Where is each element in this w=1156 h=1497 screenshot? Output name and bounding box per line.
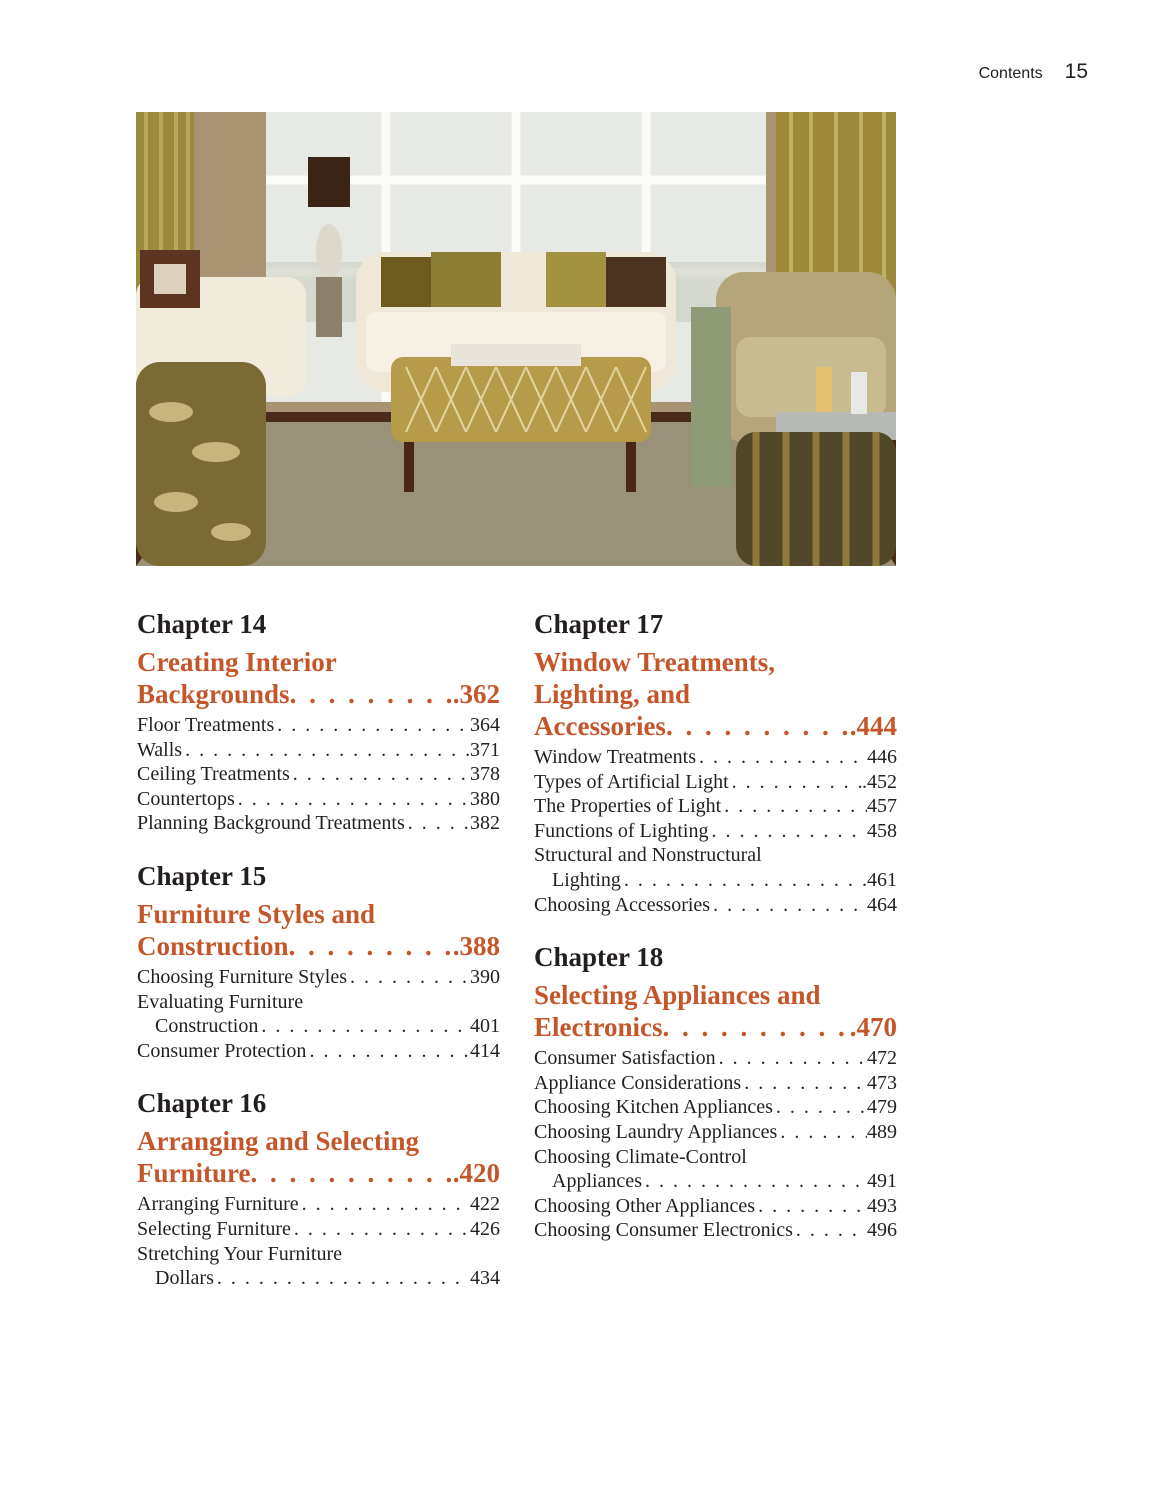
leader-dots [214, 1266, 470, 1291]
entry-text: The Properties of Light [534, 795, 722, 818]
entry-page: 446 [867, 746, 897, 768]
toc-entry[interactable] [137, 811, 500, 836]
leader-dots [708, 819, 867, 844]
chapter-title-text: Backgrounds [137, 679, 290, 709]
chapter-label: Chapter 18 [534, 942, 664, 973]
entry-text: Window Treatments [534, 746, 696, 768]
section-list [137, 713, 500, 836]
toc-right-column [534, 606, 897, 1265]
leader-dots [306, 1039, 470, 1064]
entry-page: 380 [470, 787, 500, 810]
chapter-title-line [137, 678, 500, 710]
section-list [137, 1192, 500, 1290]
toc-left-column [137, 606, 500, 1313]
chapter-14 [137, 606, 500, 836]
entry-text: Floor Treatments [137, 714, 275, 736]
chapter-title-line [137, 1157, 500, 1189]
toc-entry[interactable] [137, 738, 500, 763]
chapter-title[interactable] [137, 898, 500, 962]
running-head-label: Contents [978, 65, 1043, 82]
chapter-title-line [534, 1011, 897, 1043]
leader-dots [291, 1217, 470, 1242]
leader-dots [755, 1194, 867, 1219]
chapter-16 [137, 1085, 500, 1290]
chapter-title-line: Creating Interior [137, 647, 337, 677]
chapter-page: .470 [849, 1012, 897, 1043]
toc-entry[interactable] [534, 1120, 897, 1145]
entry-text: Construction [155, 1015, 259, 1038]
entry-text: Appliance Considerations [534, 1071, 742, 1094]
entry-text: Choosing Climate-Control [534, 1145, 747, 1168]
chapter-label: Chapter 17 [534, 609, 664, 639]
toc-entry[interactable] [534, 1145, 897, 1170]
chapter-page: .388 [452, 930, 500, 961]
leader-dots [251, 1157, 453, 1189]
leader-dots [274, 713, 470, 738]
leader-dots [258, 1014, 470, 1039]
toc-entry[interactable] [137, 1039, 500, 1064]
chapter-title-line [534, 710, 897, 742]
entry-text: Choosing Kitchen Appliances [534, 1096, 773, 1119]
entry-text: Arranging Furniture [137, 1193, 299, 1216]
entry-text: Choosing Consumer Electronics [534, 1219, 793, 1242]
chapter-label: Chapter 15 [137, 860, 267, 891]
toc-entry[interactable] [534, 1218, 897, 1243]
toc-entry[interactable] [534, 893, 897, 918]
toc-entry[interactable] [137, 965, 500, 990]
toc-entry[interactable] [534, 1194, 897, 1219]
chapter-title-line: Arranging and Selecting [137, 1126, 420, 1157]
leader-dots [741, 1071, 867, 1096]
entry-text: Lighting [552, 868, 621, 891]
toc-entry[interactable] [137, 787, 500, 812]
chapter-title-text: Accessories [534, 711, 666, 741]
chapter-title[interactable] [137, 646, 500, 710]
chapter-title[interactable] [534, 646, 897, 742]
toc-entry[interactable] [534, 1095, 897, 1120]
entry-page: 390 [470, 965, 500, 988]
entry-page: 364 [470, 714, 500, 736]
entry-page: .461 [862, 868, 897, 891]
toc-entry[interactable] [534, 794, 897, 819]
entry-text: Functions of Lighting [534, 819, 709, 842]
section-list [534, 1046, 897, 1243]
toc-entry[interactable] [137, 990, 500, 1015]
entry-text: Selecting Furniture [137, 1217, 291, 1240]
entry-text: Choosing Other Appliances [534, 1194, 756, 1217]
section-list [137, 965, 500, 1063]
toc-entry[interactable] [534, 1169, 897, 1194]
entry-page: 457 [867, 795, 897, 818]
chapter-title-text: Furniture [137, 1158, 251, 1189]
chapter-title-line: Furniture Styles and [137, 898, 376, 929]
entry-page: 458 [867, 819, 897, 842]
entry-text: Countertops [137, 787, 235, 810]
leader-dots [289, 930, 453, 962]
chapter-title[interactable] [534, 979, 897, 1043]
page-number: 15 [1064, 60, 1088, 83]
toc-entry[interactable] [137, 713, 500, 738]
chapter-18 [534, 939, 897, 1243]
toc-entry[interactable] [534, 868, 897, 893]
toc-entry[interactable] [534, 819, 897, 844]
chapter-15 [137, 858, 500, 1063]
leader-dots [729, 770, 862, 795]
leader-dots [642, 1169, 867, 1194]
entry-text: Walls [137, 738, 183, 761]
entry-text: Choosing Laundry Appliances [534, 1120, 778, 1143]
leader-dots [182, 738, 470, 763]
entry-text: Ceiling Treatments [137, 763, 290, 786]
leader-dots [696, 745, 867, 770]
chapter-page: .444 [849, 711, 897, 741]
entry-page: 464 [867, 893, 897, 916]
entry-text: Appliances [552, 1170, 642, 1193]
entry-text: Consumer Satisfaction [534, 1047, 716, 1070]
entry-text: Types of Artificial Light [534, 770, 729, 793]
entry-text: Evaluating Furniture [137, 990, 304, 1013]
entry-text: Dollars [155, 1267, 214, 1290]
chapter-title-line [137, 930, 500, 962]
leader-dots [666, 710, 850, 742]
entry-text: Structural and Nonstructural [534, 844, 762, 867]
entry-page: 434 [470, 1267, 500, 1290]
leader-dots [721, 794, 867, 819]
chapter-page: .362 [452, 679, 500, 709]
leader-dots [793, 1218, 867, 1243]
leader-dots [710, 893, 867, 918]
chapter-title-line: Window Treatments, [534, 647, 776, 677]
entry-page: 378 [470, 763, 500, 786]
section-list [534, 745, 897, 917]
leader-dots [621, 868, 862, 893]
chapter-title-line: Lighting, and [534, 679, 691, 709]
chapter-title[interactable] [137, 1125, 500, 1189]
living-room-photo [136, 112, 896, 566]
chapter-page: .420 [452, 1158, 500, 1189]
entry-text: Stretching Your Furniture [137, 1242, 342, 1265]
entry-page: 382 [470, 812, 500, 835]
toc-entry[interactable] [137, 1192, 500, 1217]
entry-page: 371 [470, 738, 500, 761]
entry-page: 426 [470, 1217, 500, 1240]
leader-dots [299, 1192, 470, 1217]
leader-dots [405, 811, 470, 836]
chapter-title-line: Selecting Appliances and [534, 980, 821, 1011]
toc-entry[interactable] [534, 1046, 897, 1071]
chapter-label: Chapter 14 [137, 609, 267, 639]
entry-page: 489 [867, 1120, 897, 1143]
chapter-title-text: Construction [137, 930, 289, 961]
entry-page: 422 [470, 1193, 500, 1216]
toc-entry[interactable] [534, 745, 897, 770]
toc-entry[interactable] [534, 770, 897, 795]
toc-entry[interactable] [534, 843, 897, 868]
leader-dots [290, 678, 453, 710]
entry-text: Choosing Furniture Styles [137, 965, 348, 988]
entry-page: 401 [470, 1015, 500, 1038]
leader-dots [347, 965, 470, 990]
leader-dots [290, 762, 470, 787]
toc-entry[interactable] [137, 1014, 500, 1039]
entry-page: 414 [470, 1039, 500, 1062]
entry-page: 473 [867, 1071, 897, 1094]
toc-entry[interactable] [137, 1242, 500, 1267]
toc-entry[interactable] [137, 1217, 500, 1242]
leader-dots [235, 787, 470, 812]
entry-page: 479 [867, 1096, 897, 1119]
entry-text: Planning Background Treatments [137, 812, 405, 835]
entry-page: 472 [867, 1047, 897, 1070]
entry-text: Choosing Accessories [534, 893, 711, 916]
entry-text: Consumer Protection [137, 1039, 307, 1062]
entry-page: 491 [867, 1170, 897, 1193]
toc-entry[interactable] [137, 1266, 500, 1291]
running-head [979, 60, 1088, 84]
leader-dots [777, 1120, 867, 1145]
entry-page: 493 [867, 1194, 897, 1217]
chapter-17 [534, 606, 897, 917]
leader-dots [662, 1011, 849, 1043]
entry-page: 496 [867, 1219, 897, 1242]
toc-entry[interactable] [137, 762, 500, 787]
toc-entry[interactable] [534, 1071, 897, 1096]
leader-dots [716, 1046, 867, 1071]
leader-dots [773, 1095, 867, 1120]
chapter-title-text: Electronics [534, 1012, 663, 1043]
entry-page: .452 [862, 770, 897, 793]
chapter-label: Chapter 16 [137, 1088, 267, 1119]
